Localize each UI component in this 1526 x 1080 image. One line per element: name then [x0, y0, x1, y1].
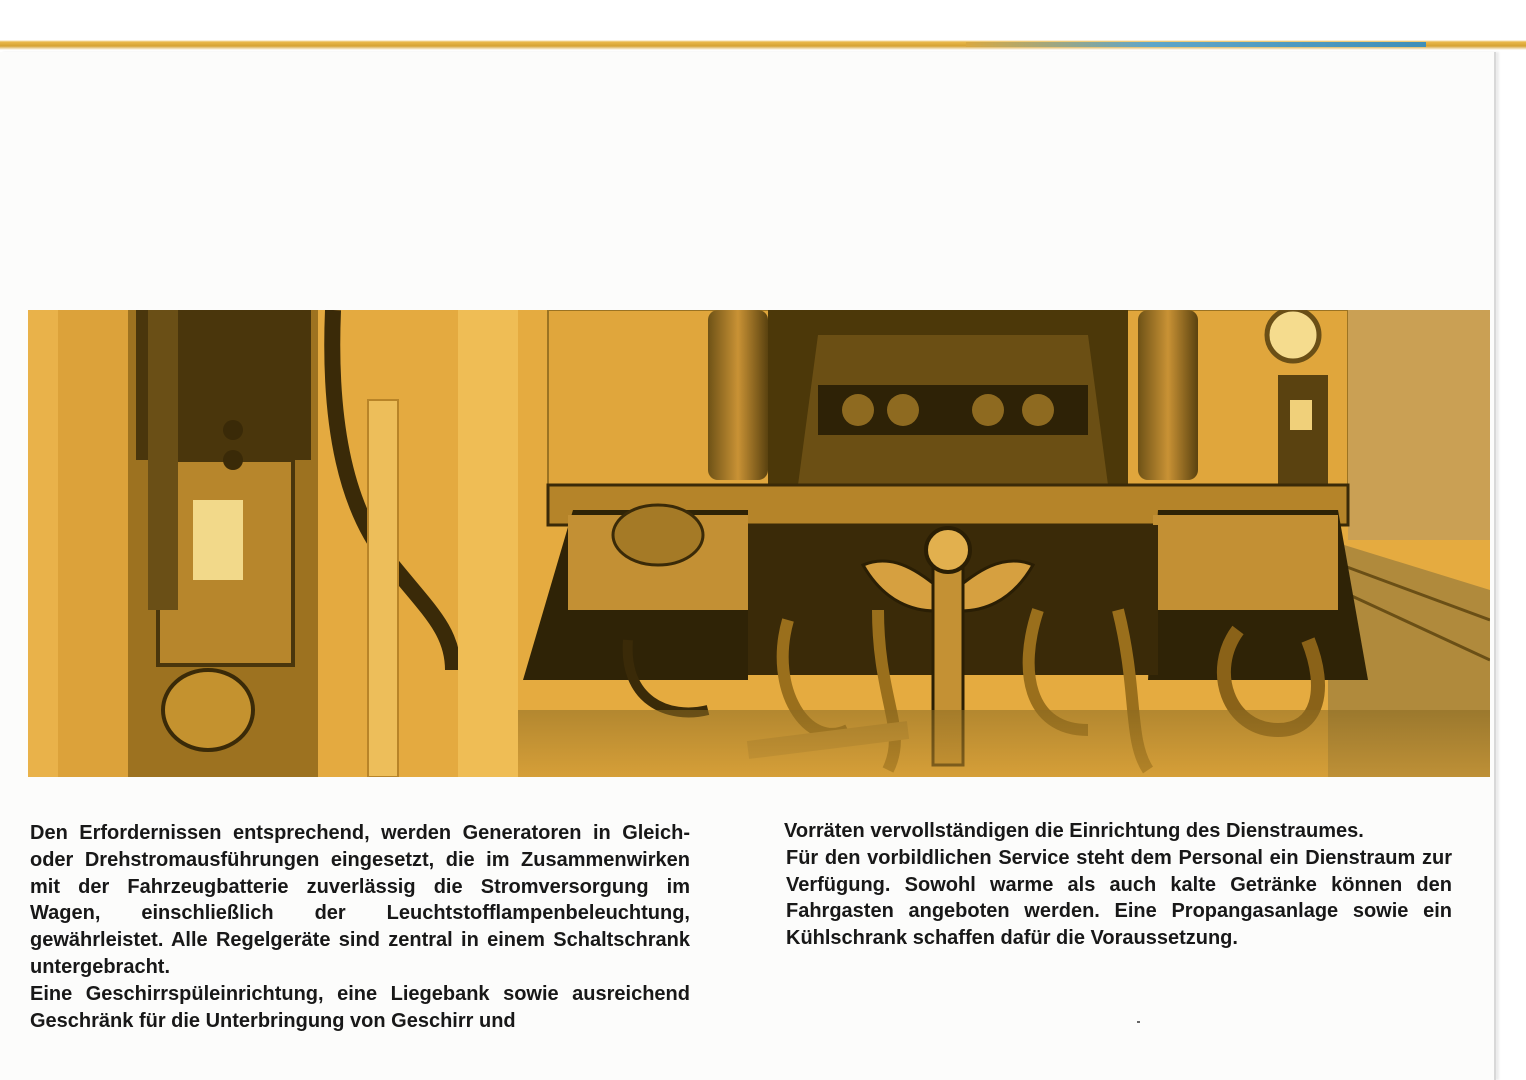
right-photo-car-end	[518, 310, 1490, 777]
right-text-column	[784, 818, 1452, 952]
print-speck	[1137, 1021, 1140, 1023]
left-photo-cabinet	[28, 310, 518, 777]
paragraph-service: Für den vorbildlichen Service steht dem Personal ein Dienstraum zur Verfügung. Sowohl warme als auch kalte Getränke können den Fahrgasten angeboten werden. Eine Propangasanlage sowie ein Kühlschrank schaffen dafür die Voraussetzung.	[786, 846, 1452, 950]
paragraph-generators: Den Erfordernissen entsprechend, werden Generatoren in Gleich- oder Drehstromausführungen eingesetzt, die im Zusammenwirken mit der Fahrzeugbatterie zuverlässig die Stromversorgung im Wagen, einschließlich der Leuchtstofflampenbeleuchtung, gewährleistet. Alle Regelgeräte sind zentral in einem Schaltschrank untergebracht.	[30, 822, 690, 978]
paragraph-kitchen: Eine Geschirrspüleinrichtung, eine Liegebank sowie ausreichend Geschränk für die Unterbringung von Geschirr und	[30, 982, 690, 1032]
left-text-column	[30, 820, 690, 1034]
page-edge-strip	[0, 0, 1526, 52]
cover-edge-blue	[966, 42, 1426, 47]
train-car-underframe-photo	[28, 310, 1490, 777]
photo-illustration	[28, 310, 1490, 777]
paragraph-service-room-end: Vorräten vervollständigen die Einrichtung des Dienstraumes.	[784, 820, 1364, 842]
